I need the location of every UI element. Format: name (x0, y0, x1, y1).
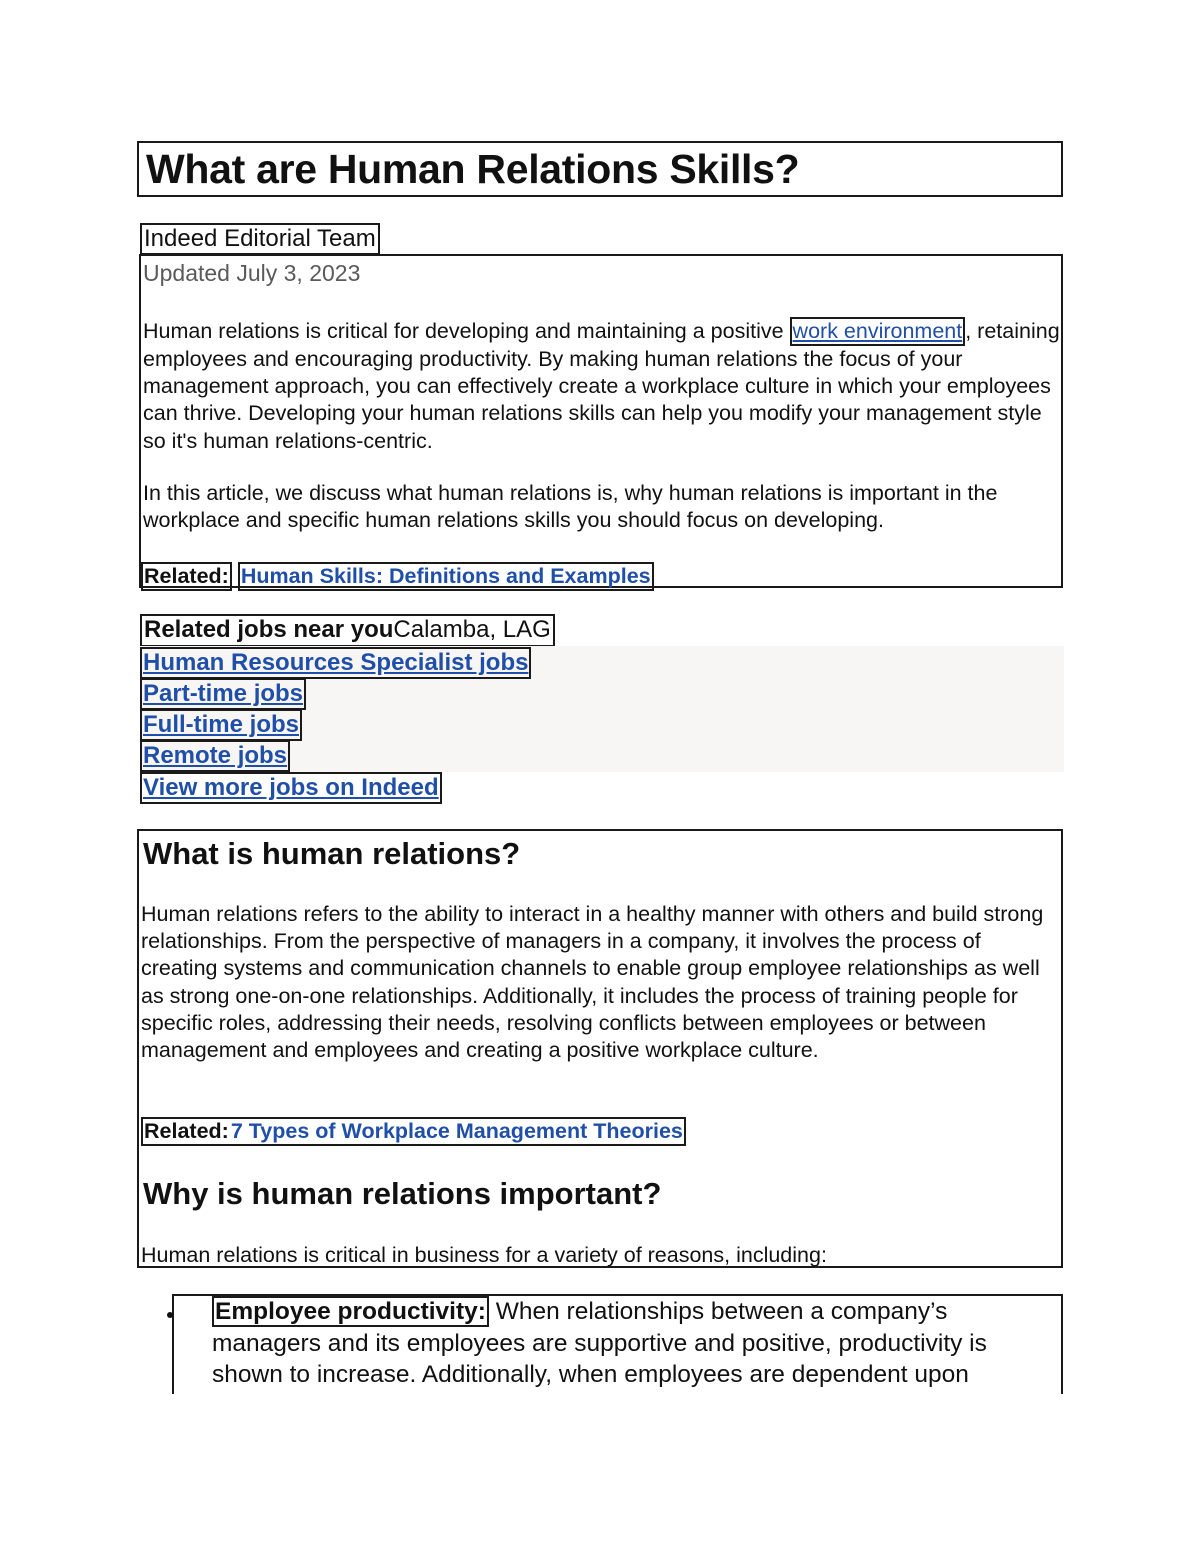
job-link-full-time[interactable]: Full-time jobs (140, 709, 302, 741)
job-link-hr-specialist[interactable]: Human Resources Specialist jobs (140, 647, 531, 679)
bullet-icon (167, 1312, 173, 1318)
author-box[interactable] (140, 223, 380, 255)
intro-section (139, 254, 1063, 588)
related-label: Related: (141, 562, 232, 591)
work-environment-link[interactable]: work environment (790, 317, 966, 346)
bullet-text (212, 1296, 1052, 1391)
section-what-is-body: Human relations refers to the ability to interact in a healthy manner with others and build strong relationships. From the perspective of managers in a company, it involves the process of creating systems and communication channels to enable group employee relationships as well as strong one-on-one relationships. Additionally, it includes the process of training people for specific roles, addressing their needs, resolving conflicts between employees or between management and employees and creating a positive workplace culture. (141, 902, 1044, 1063)
related-label-2: Related: (141, 1117, 230, 1146)
section-why-body: Human relations is critical in business for a variety of reasons, including: (141, 1243, 827, 1267)
updated-date: Updated July 3, 2023 (143, 260, 361, 286)
bullet-list-item (172, 1294, 1063, 1394)
human-skills-link[interactable]: Human Skills: Definitions and Examples (238, 562, 654, 591)
page-title: What are Human Relations Skills? (146, 146, 800, 192)
management-theories-link[interactable]: 7 Types of Workplace Management Theories (230, 1117, 686, 1146)
related-jobs-label: Related jobs near you (144, 616, 394, 643)
job-link-view-more[interactable]: View more jobs on Indeed (140, 772, 442, 804)
section-heading-why: Why is human relations important? (143, 1176, 662, 1211)
bullet-body: When relationships between a company’s managers and its employees are supportive and positive, productivity is shown to increase. Additionally, when employees are dependent upon (212, 1298, 987, 1388)
related-jobs-location[interactable]: Calamba, LAG (393, 616, 551, 643)
job-link-part-time[interactable]: Part-time jobs (140, 678, 306, 710)
title-box (137, 141, 1063, 197)
intro-paragraph-2: In this article, we discuss what human relations is, why human relations is important in the workplace and specific human relations skills you should focus on developing. (143, 481, 998, 533)
section-heading-what-is: What is human relations? (143, 836, 521, 871)
job-link-remote[interactable]: Remote jobs (140, 740, 290, 772)
related-jobs-heading (140, 614, 555, 647)
human-relations-section (137, 829, 1063, 1268)
intro-text-after-link: , retaining employees and encouraging productivity. By making human relations the focus of your management approach, you can effectively create a workplace culture in which your employees can thrive. Developing your human relations skills can help you modify your management style so it's human relations-centric. (143, 319, 1060, 453)
related-line (141, 562, 654, 591)
intro-paragraph-1 (141, 317, 1063, 455)
related-line-2 (141, 1117, 686, 1146)
intro-text-before-link: Human relations is critical for developing and maintaining a positive (143, 319, 790, 343)
bullet-label: Employee productivity: (212, 1296, 489, 1327)
author-name[interactable]: Indeed Editorial Team (144, 225, 376, 252)
